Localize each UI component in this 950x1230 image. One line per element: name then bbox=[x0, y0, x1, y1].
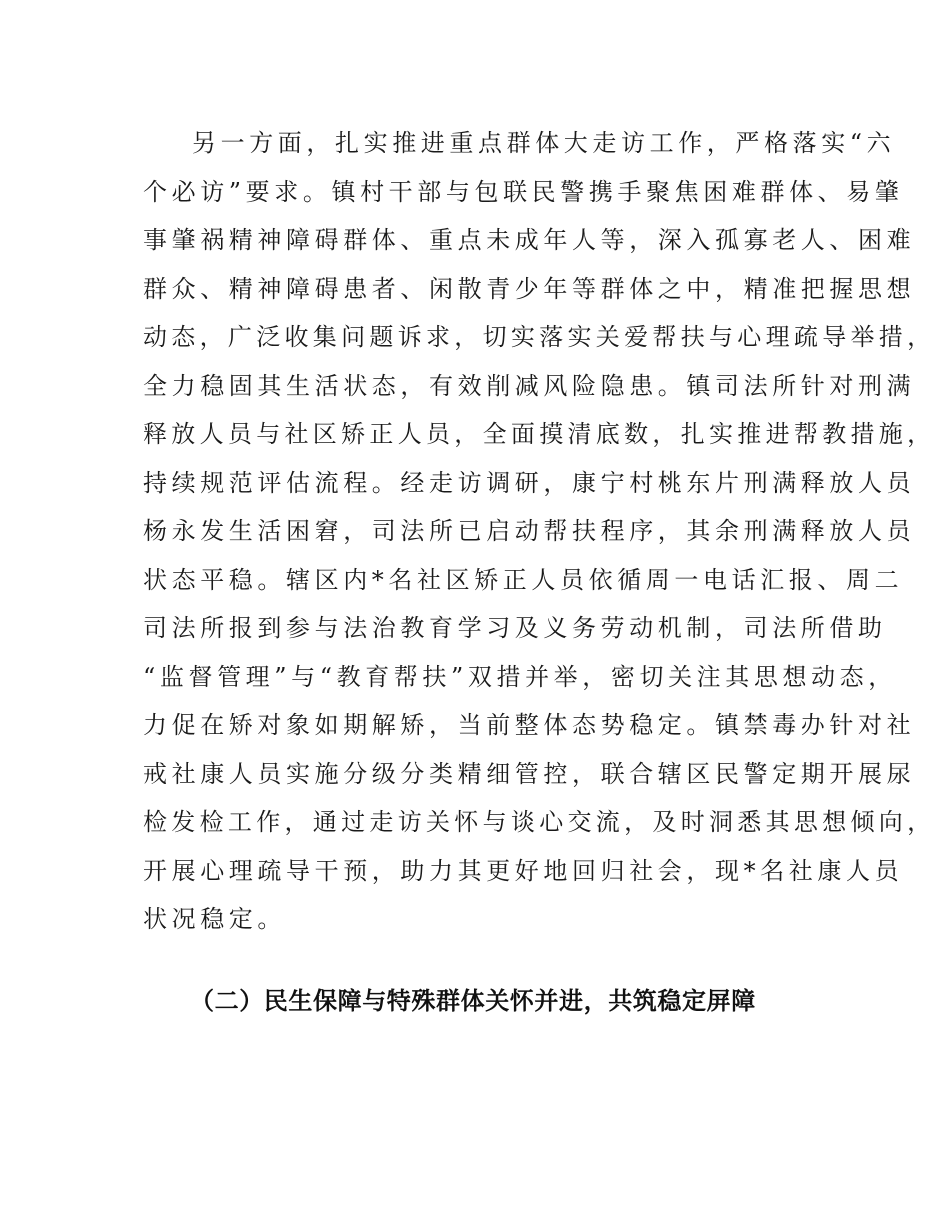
paragraph-line: 持续规范评估流程。经走访调研，康宁村桃东片刑满释放人员 bbox=[143, 469, 916, 497]
paragraph-line: 全力稳固其生活状态，有效削减风险隐患。镇司法所针对刑满 bbox=[143, 372, 916, 400]
paragraph-line: 事肇祸精神障碍群体、重点未成年人等，深入孤寡老人、困难 bbox=[143, 226, 916, 254]
paragraph-line: 开展心理疏导干预，助力其更好地回归社会，现*名社康人员 bbox=[143, 857, 904, 885]
paragraph-line: 戒社康人员实施分级分类精细管控，联合辖区民警定期开展尿 bbox=[143, 760, 916, 788]
paragraph-line: 力促在矫对象如期解矫，当前整体态势稳定。镇禁毒办针对社 bbox=[143, 711, 916, 739]
paragraph-line: 状态平稳。辖区内*名社区矫正人员依循周一电话汇报、周二 bbox=[143, 566, 904, 594]
paragraph-line: 另一方面，扎实推进重点群体大走访工作，严格落实“六 bbox=[192, 129, 896, 157]
paragraph-line: 司法所报到参与法治教育学习及义务劳动机制，司法所借助 bbox=[143, 614, 887, 642]
paragraph-line: “监督管理”与“教育帮扶”双措并举，密切关注其思想动态， bbox=[143, 663, 897, 691]
paragraph-line: 杨永发生活困窘，司法所已启动帮扶程序，其余刑满释放人员 bbox=[143, 517, 916, 545]
paragraph-line: 状况稳定。 bbox=[143, 905, 286, 933]
paragraph-line: 动态，广泛收集问题诉求，切实落实关爱帮扶与心理疏导举措， bbox=[143, 323, 936, 351]
paragraph-line: 检发检工作，通过走访关怀与谈心交流，及时洞悉其思想倾向， bbox=[143, 808, 936, 836]
paragraph-line: 个必访”要求。镇村干部与包联民警携手聚焦困难群体、易肇 bbox=[143, 178, 904, 206]
section-heading: （二）民生保障与特殊群体关怀并进，共筑稳定屏障 bbox=[190, 987, 756, 1015]
paragraph-line: 释放人员与社区矫正人员，全面摸清底数，扎实推进帮教措施， bbox=[143, 420, 936, 448]
paragraph-line: 群众、精神障碍患者、闲散青少年等群体之中，精准把握思想 bbox=[143, 275, 916, 303]
